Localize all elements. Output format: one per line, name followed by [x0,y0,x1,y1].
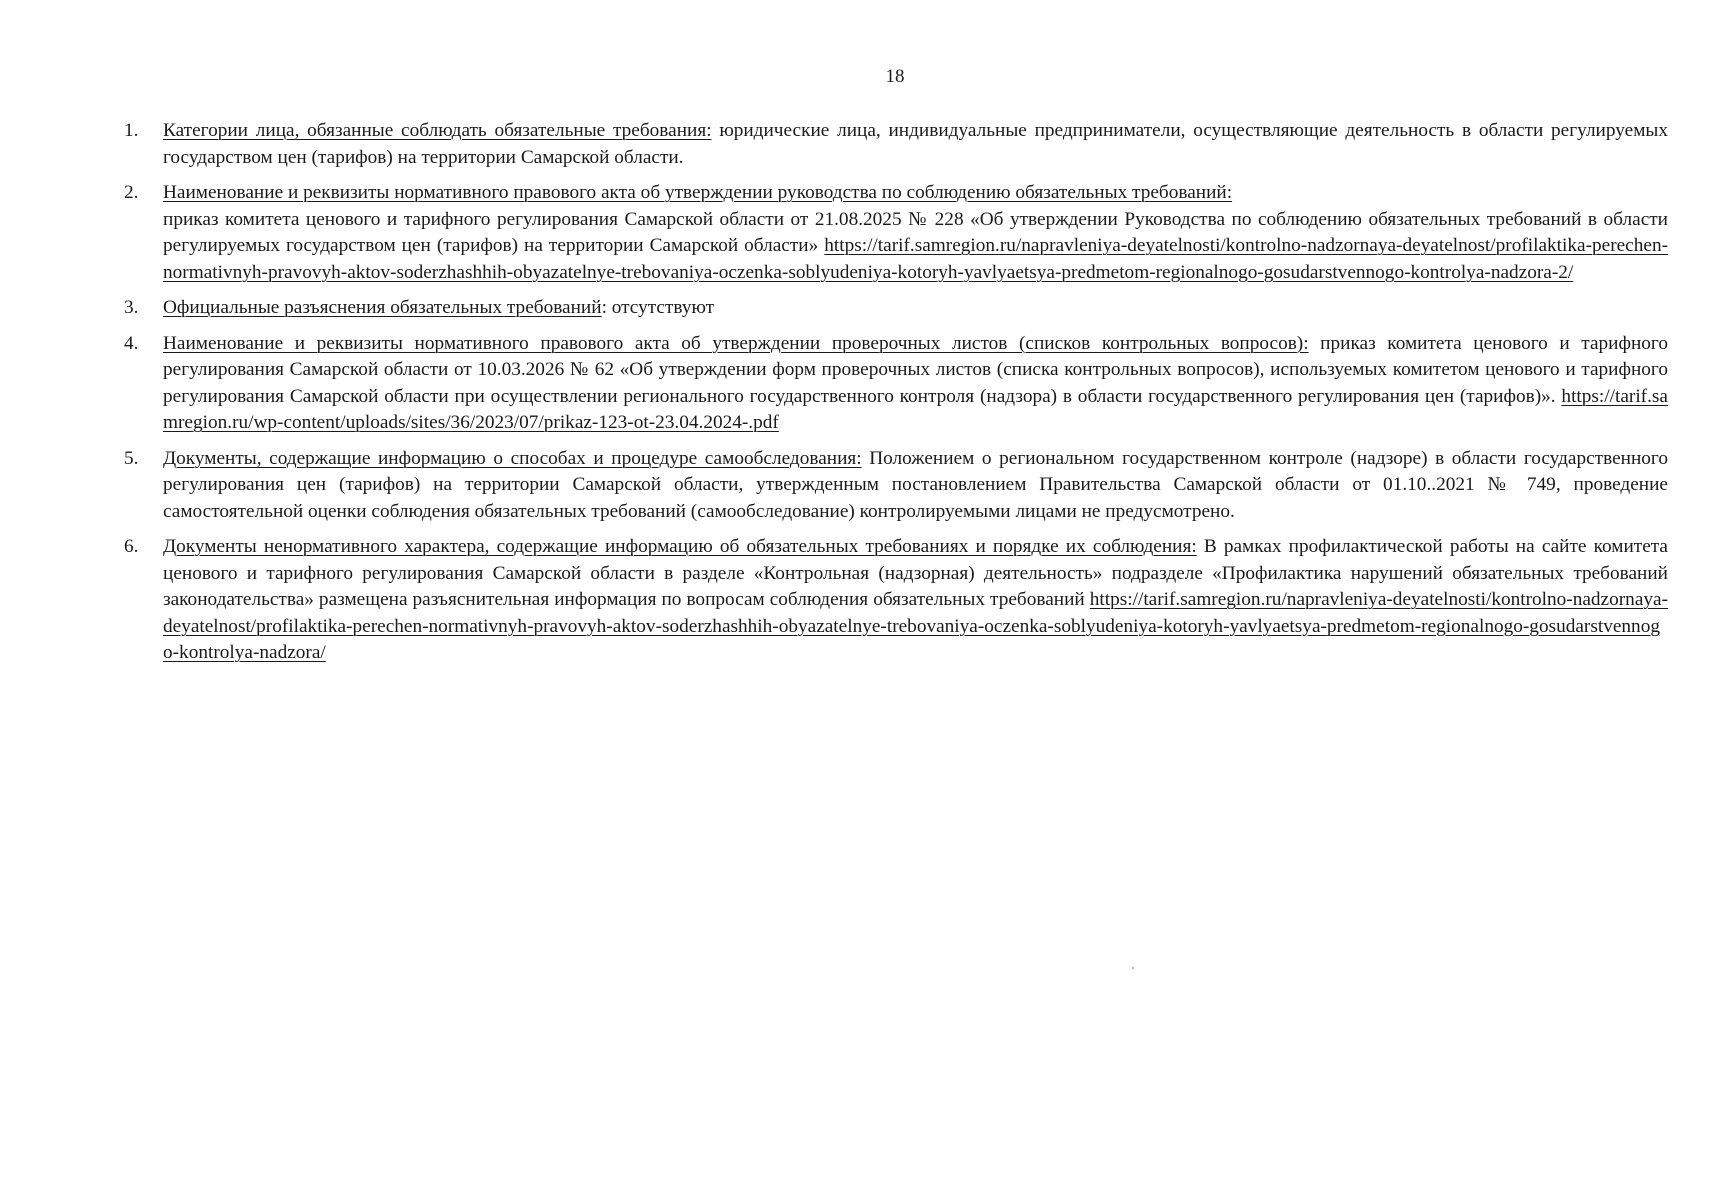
item-number: 6. [124,536,139,557]
item-number: 1. [124,120,139,141]
item-text: Положением о региональном государственном контроле (надзоре) в области государственного регулирования цен (тарифов) на территории Самарской области, утвержденным постановлением Правительства Самарской области от 01.10..2021 № 749, проведение самостоятельной оценки соблюдения обязательных требований (самообследование) контролируемыми лицами не предусмотрено. [163,447,1668,522]
item-heading: Наименование и реквизиты нормативного правового акта об утверждении проверочных листов (списков контрольных вопросов): [163,332,1309,354]
requirements-list [112,118,1668,676]
item-text: юридические лица, индивидуальные предприниматели, осуществляющие деятельность в области регулируемых государством цен (тарифов) на территории Самарской области. [163,120,1669,168]
list-item-1 [112,118,1668,171]
item-heading: Категории лица, обязанные соблюдать обязательные требования: [163,120,712,141]
item-number: 5. [124,447,139,469]
item-text: В рамках профилактической работы на сайте комитета ценового и тарифного регулирования Самарской области в разделе «Контрольная (надзорная) деятельность» подразделе «Профилактика нарушений обязательных требований законодательства» размещена разъяснительная информация по вопросам соблюдения обязательных требований [163,536,1668,610]
item-number: 2. [124,182,139,203]
list-item-6 [112,534,1668,667]
list-item-5 [112,446,1668,526]
item-link[interactable]: https://tarif.samregion.ru/napravleniya-deyatelnosti/kontrolno-nadzornaya-deyatelnost/profilaktika-perechen-normativnyh-pravovyh-aktov-soderzhashhih-obyazatelnye-trebovaniya-oczenka-soblyudeniya-kotoryh-yavlyaetsya-predmetom-regionalnogo-gosudarstvennogo-kontrolya-nadzora-2/ [163,235,1668,283]
scan-speck [1132,967,1134,969]
item-heading: Наименование и реквизиты нормативного правового акта об утверждении руководства по соблюдению обязательных требований: [163,182,1233,203]
item-text: приказ комитета ценового и тарифного регулирования Самарской области от 21.08.2025 № 228 «Об утверждении Руководства по соблюдению обязательных требований в области регулируемых государством цен (тарифов) на территории Самарской области» [163,208,1668,256]
page-number: 18 [885,66,905,87]
item-number: 3. [124,297,139,318]
item-number: 4. [124,332,139,354]
item-text: приказ комитета ценового и тарифного регулирования Самарской области от 10.03.2026 № 62 «Об утверждении форм проверочных листов (списка контрольных вопросов), используемых комитетом ценового и тарифного регулирования Самарской области при осуществлении регионального государственного контроля (надзора) в области государственного регулирования цен (тарифов)». [163,332,1668,407]
item-heading: Официальные разъяснения обязательных требований [163,297,602,318]
item-heading: Документы, содержащие информацию о способах и процедуре самообследования: [163,447,862,469]
item-text: : отсутствуют [601,297,715,318]
item-link[interactable]: https://tarif.samregion.ru/napravleniya-deyatelnosti/kontrolno-nadzornaya-deyatelnost/profilaktika-perechen-normativnyh-pravovyh-aktov-soderzhashhih-obyazatelnye-trebovaniya-oczenka-soblyudeniya-kotoryh-yavlyaetsya-predmetom-regionalnogo-gosudarstvennogo-kontrolya-nadzora/ [163,589,1668,663]
item-link[interactable]: https://tarif.samregion.ru/wp-content/uploads/sites/36/2023/07/prikaz-123-ot-23.04.2024-.pdf [163,385,1668,433]
list-item-2 [112,180,1668,286]
item-heading: Документы ненормативного характера, содержащие информацию об обязательных требованиях и порядке их соблюдения: [163,536,1197,557]
list-item-3 [112,295,1668,322]
list-item-4 [112,331,1668,437]
